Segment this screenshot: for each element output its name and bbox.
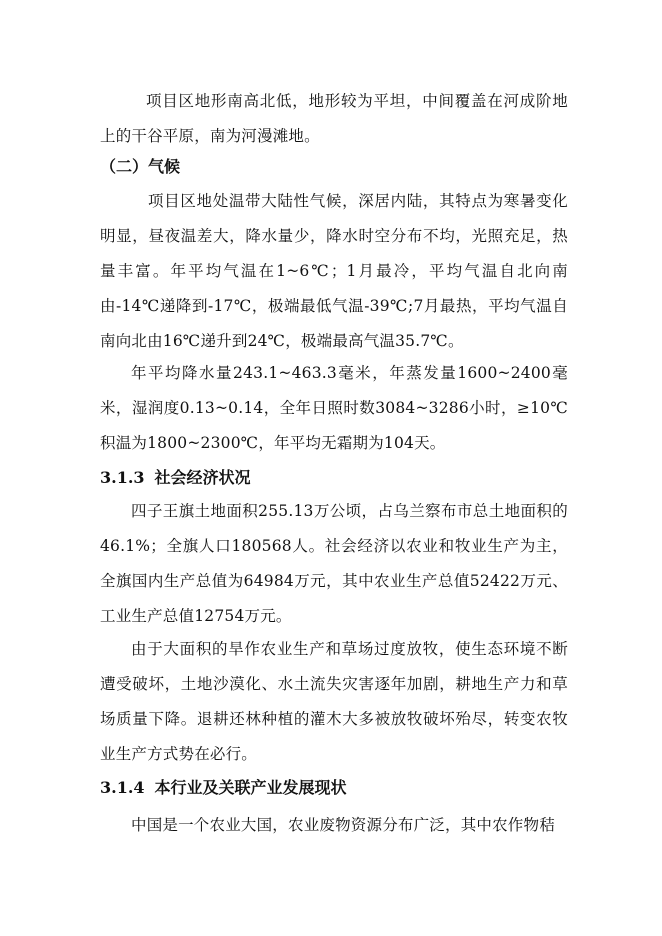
section-title: 本行业及关联产业发展现状: [154, 778, 347, 797]
section-title: 社会经济状况: [154, 468, 251, 487]
heading-social-economy: [100, 463, 568, 493]
paragraph-ecology: 由于大面积的旱作农业生产和草场过度放牧，使生态环境不断遭受破坏，土地沙漠化、水土流失灾害逐年加剧，耕地生产力和草场质量下降。退耕还林种植的灌木大多被放牧破坏殆尽，转变农牧业生产方式势在必行。: [100, 640, 568, 763]
paragraph-industry: 中国是一个农业大国，农业废物资源分布广泛，其中农作物秸: [131, 816, 555, 834]
section-number: 3.1.3: [100, 468, 145, 487]
paragraph-terrain: 项目区地形南高北低，地形较为平坦，中间覆盖在河成阶地上的干谷平原，南为河漫滩地。: [100, 92, 568, 145]
heading-climate: （二）气候: [100, 157, 181, 176]
paragraph-social-economy: 四子王旗土地面积255.13万公顷，占乌兰察布市总土地面积的46.1%；全旗人口180568人。社会经济以农业和牧业生产为主，全旗国内生产总值为64984万元，其中农业生产总值52422万元、工业生产总值12754万元。: [100, 502, 568, 625]
paragraph-climate-precipitation: 年平均降水量243.1~463.3毫米，年蒸发量1600~2400毫米，湿润度0.13~0.14，全年日照时数3084~3286小时，≥10℃积温为1800~2300℃，年平均无霜期为104天。: [100, 364, 568, 452]
heading-industry-status: [100, 773, 568, 803]
section-number: 3.1.4: [100, 778, 145, 797]
paragraph-climate-temperature: 项目区地处温带大陆性气候，深居内陆，其特点为寒暑变化明显，昼夜温差大，降水量少，降水时空分布不均，光照充足，热量丰富。年平均气温在1~6℃；1月最冷，平均气温自北向南由-14℃递降到-17℃，极端最低气温-39℃;7月最热，平均气温自南向北由16℃递升到24℃，极端最高气温35.7℃。: [100, 192, 568, 350]
